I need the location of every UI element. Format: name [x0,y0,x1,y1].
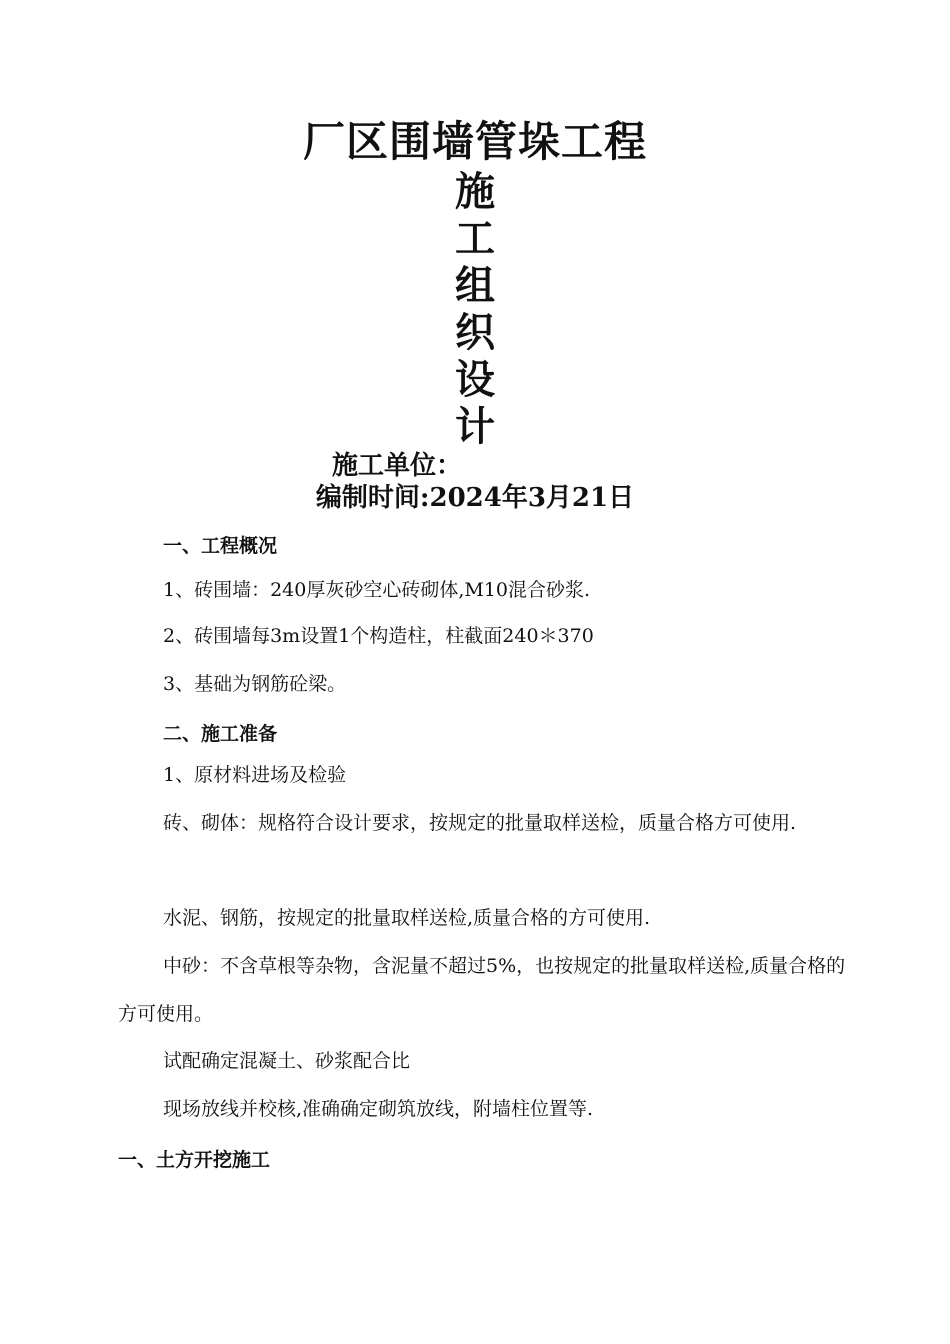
section-heading-earthwork: 一、土方开挖施工 [118,1149,271,1171]
overview-item-1: 1、砖围墙：240厚灰砂空心砖砌体,M10混合砂浆. [163,579,591,601]
title-char: 施 [455,168,495,215]
title-char: 织 [455,309,495,356]
title-char: 计 [455,403,495,450]
compile-date: 编制时间:2024年3月21日 [315,483,635,513]
preparation-paragraph-sand: 中砂：不含草根等杂物，含泥量不超过5%，也按规定的批量取样送检,质量合格的方可使用。 [118,955,846,1025]
preparation-paragraph-cement: 水泥、钢筋，按规定的批量取样送检,质量合格的方可使用. [163,907,651,929]
title-char: 组 [455,262,495,309]
section-heading-preparation: 二、施工准备 [163,723,278,745]
preparation-paragraph-mix: 试配确定混凝土、砂浆配合比 [163,1050,411,1072]
overview-item-2: 2、砖围墙每3m设置1个构造柱，柱截面240＊370 [163,625,594,647]
overview-item-3: 3、基础为钢筋砼梁。 [163,673,347,695]
preparation-paragraph-bricks: 砖、砌体：规格符合设计要求，按规定的批量取样送检，质量合格方可使用. [163,812,797,834]
title-vertical [0,168,950,450]
document-title: 厂区围墙管垛工程 [302,117,647,166]
preparation-subheading: 1、原材料进场及检验 [163,764,347,786]
construction-unit-label: 施工单位： [332,451,463,481]
title-char: 设 [455,356,495,403]
section-heading-overview: 一、工程概况 [163,535,278,557]
title-char: 工 [455,215,495,262]
preparation-paragraph-layout: 现场放线并校核,准确确定砌筑放线，附墙柱位置等. [163,1098,594,1120]
